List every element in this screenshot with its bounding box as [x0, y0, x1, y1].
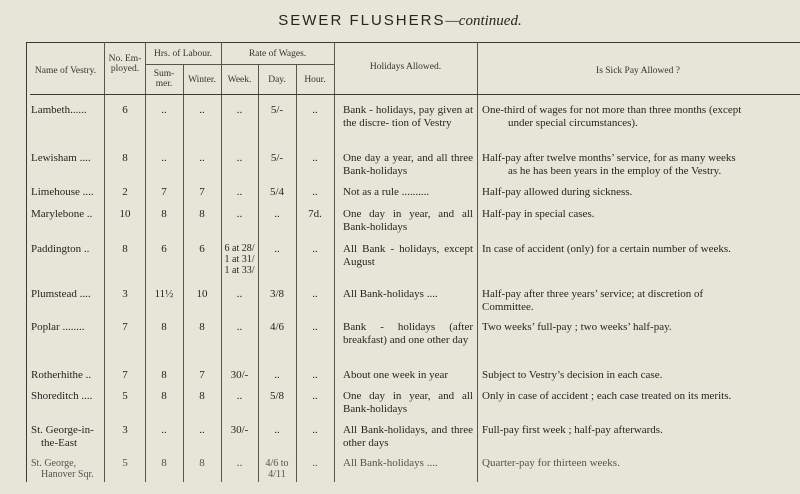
header-employed: No. Em- ployed. [108, 54, 142, 74]
table-cell-holidays: All Bank - holidays, except August [343, 243, 473, 268]
table-cell-employed: 8 [122, 152, 128, 164]
header-hours-of-labour: Hrs. of Labour. [153, 49, 213, 59]
table-cell-employed: 3 [122, 288, 128, 300]
table-cell-summer: .. [161, 104, 167, 116]
table-cell-week: .. [236, 390, 243, 402]
table-cell-employed: 6 [122, 104, 128, 116]
rule [477, 42, 478, 482]
table-cell-winter: 8 [199, 321, 205, 333]
table-cell-hour: .. [312, 369, 318, 381]
vestry-name-line: the-East [41, 437, 78, 449]
table-cell-sick-pay-line1: Only in case of accident ; each case treated on its merits. [482, 390, 732, 402]
table-cell-day: 5/4 [269, 186, 285, 198]
table-cell-day: .. [274, 424, 280, 436]
table-cell-holidays: About one week in year [343, 369, 449, 381]
title-main: SEWER FLUSHERS [278, 12, 446, 29]
table-cell-sick-pay-line1: Half-pay in special cases. [482, 208, 595, 220]
table-cell-winter: .. [199, 104, 205, 116]
header-holidays: Holidays Allowed. [369, 62, 442, 72]
table-cell-winter: 7 [199, 369, 205, 381]
table-cell-holidays: Bank - holidays, pay given at the discre- tion of Vestry [343, 104, 473, 129]
table-cell-hour: .. [312, 152, 318, 164]
table-cell-hour: .. [312, 104, 318, 116]
header-rate-of-wages: Rate of Wages. [248, 49, 307, 59]
table-cell-winter: 8 [199, 208, 205, 220]
table-cell-vestry: Plumstead .... [31, 288, 91, 300]
header-vestry: Name of Vestry. [34, 66, 97, 76]
table-cell-holidays: One day in year, and all Bank-holidays [343, 208, 473, 233]
table-cell-day: 5/- [270, 104, 284, 116]
table-cell-sick-pay-line1: Two weeks’ full-pay ; two weeks’ half-pay. [482, 321, 672, 333]
rule [183, 64, 184, 482]
table-cell-day: 5/- [270, 152, 284, 164]
table-cell-employed: 2 [122, 186, 128, 198]
table-cell-week: .. [236, 152, 243, 164]
rule [296, 64, 297, 482]
table-cell-employed: 10 [119, 208, 131, 220]
vestry-name-line: Hanover Sqr. [41, 469, 94, 480]
table-cell-winter: 8 [199, 390, 205, 402]
vestry-name-line: St. George, [31, 458, 77, 469]
title-continued: —continued. [445, 13, 522, 29]
table-cell-holidays: All Bank-holidays .... [343, 457, 438, 469]
table-cell-vestry: Rotherhithe .. [31, 369, 92, 381]
table-cell-summer: 7 [161, 186, 167, 198]
table-cell-day [258, 458, 296, 480]
table-cell-week: .. [236, 104, 243, 116]
table-cell-hour: .. [312, 321, 318, 333]
table-cell-sick-pay-line1: Half-pay after twelve months’ service, for as many weeks [482, 152, 736, 164]
table-cell-day: .. [274, 243, 280, 255]
table-cell-summer: 8 [161, 321, 167, 333]
table-cell-winter: .. [199, 152, 205, 164]
table-cell-employed: 7 [122, 369, 128, 381]
table-cell-sick-pay-line2: as he has been years in the employ of the Vestry. [508, 165, 722, 177]
day-rate-line: 4/11 [268, 469, 286, 480]
table-cell-winter: 7 [199, 186, 205, 198]
table-cell-summer: 8 [161, 457, 167, 469]
table-cell-holidays: One day in year, and all Bank-holidays [343, 390, 473, 415]
table-cell-hour: .. [312, 186, 318, 198]
table-cell-summer: 8 [161, 390, 167, 402]
table-cell-sick-pay-line1: Subject to Vestry’s decision in each case. [482, 369, 663, 381]
rule [145, 64, 334, 65]
table-cell-day: 4/6 [269, 321, 285, 333]
table-cell-sick-pay-line1: Half-pay after three years’ service; at discretion of [482, 288, 704, 300]
table-cell-employed: 7 [122, 321, 128, 333]
table-cell-employed: 5 [122, 390, 128, 402]
table-cell-sick-pay-line1: Full-pay first week ; half-pay afterwards. [482, 424, 663, 436]
table-cell-week: 30/- [230, 424, 249, 436]
week-rate-line: 1 at 33/ [224, 265, 255, 276]
table-cell-holidays: All Bank-holidays .... [343, 288, 438, 300]
table-cell-summer: 8 [161, 369, 167, 381]
table-cell-vestry: Marylebone .. [31, 208, 93, 220]
table-cell-week: .. [236, 208, 243, 220]
table-cell-summer: .. [161, 152, 167, 164]
header-summer: Sum- mer. [153, 69, 175, 89]
rule [334, 42, 335, 482]
table-cell-sick-pay-line2: Committee. [482, 301, 534, 313]
header-week: Week. [227, 75, 252, 85]
header-winter: Winter. [188, 75, 216, 85]
table-cell-week: .. [236, 288, 243, 300]
rule [258, 64, 259, 482]
table-cell-summer: 11½ [154, 288, 174, 300]
table-cell-winter: 8 [199, 457, 205, 469]
table-cell-sick-pay-line1: One-third of wages for not more than three months (except [482, 104, 742, 116]
table-cell-day: .. [274, 369, 280, 381]
table-cell-week: 30/- [230, 369, 249, 381]
table-cell-sick-pay-line1: In case of accident (only) for a certain number of weeks. [482, 243, 731, 255]
table-cell-sick-pay-line2: under special circumstances). [508, 117, 638, 129]
table-cell-sick-pay-line1: Quarter-pay for thirteen weeks. [482, 457, 620, 469]
vestry-name-line: St. George-in- [31, 424, 94, 436]
table-cell-day: 3/8 [269, 288, 285, 300]
table-cell-employed: 5 [122, 457, 128, 469]
table-cell-hour: .. [312, 424, 318, 436]
table-cell-hour: .. [312, 243, 318, 255]
table-cell-day: .. [274, 208, 280, 220]
table-cell-week: .. [236, 186, 243, 198]
table-cell-hour: 7d. [308, 208, 322, 220]
table-cell-hour: .. [312, 457, 318, 469]
table-cell-summer: .. [161, 424, 167, 436]
table-cell-vestry: Poplar ........ [31, 321, 85, 333]
day-rate-line: 4/6 to [265, 458, 289, 469]
header-hour: Hour. [304, 75, 326, 85]
table-cell-winter: 10 [196, 288, 208, 300]
table-cell-vestry: Lewisham .... [31, 152, 91, 164]
table-cell-employed: 8 [122, 243, 128, 255]
header-sick-pay: Is Sick Pay Allowed ? [596, 66, 680, 76]
table-cell-holidays: Not as a rule .......... [343, 186, 430, 198]
header-day: Day. [268, 75, 286, 85]
table-cell-winter: .. [199, 424, 205, 436]
table-cell-holidays: Bank - holidays (after breakfast) and one other day [343, 321, 473, 346]
table-cell-sick-pay-line1: Half-pay allowed during sickness. [482, 186, 633, 198]
table-cell-summer: 8 [161, 208, 167, 220]
table-cell-hour: .. [312, 390, 318, 402]
week-rate-line: 6 at 28/ [224, 243, 255, 254]
table-cell-week: .. [236, 457, 243, 469]
table-cell-day: 5/8 [269, 390, 285, 402]
week-rate-line: 1 at 31/ [224, 254, 255, 265]
table-cell-vestry: Lambeth...... [31, 104, 87, 116]
table-cell-employed: 3 [122, 424, 128, 436]
table-cell-vestry: Limehouse .... [31, 186, 94, 198]
table-cell-vestry: Paddington .. [31, 243, 90, 255]
table-cell-summer: 6 [161, 243, 167, 255]
table-cell-holidays: All Bank-holidays, and three other days [343, 424, 473, 449]
table-cell-week: .. [236, 321, 243, 333]
page-title [0, 12, 800, 30]
header-rule [30, 94, 800, 95]
table-cell-holidays: One day a year, and all three Bank-holidays [343, 152, 473, 177]
table-cell-winter: 6 [199, 243, 205, 255]
table-cell-hour: .. [312, 288, 318, 300]
table-cell-vestry: Shoreditch .... [31, 390, 93, 402]
table-cell-week [221, 243, 258, 276]
